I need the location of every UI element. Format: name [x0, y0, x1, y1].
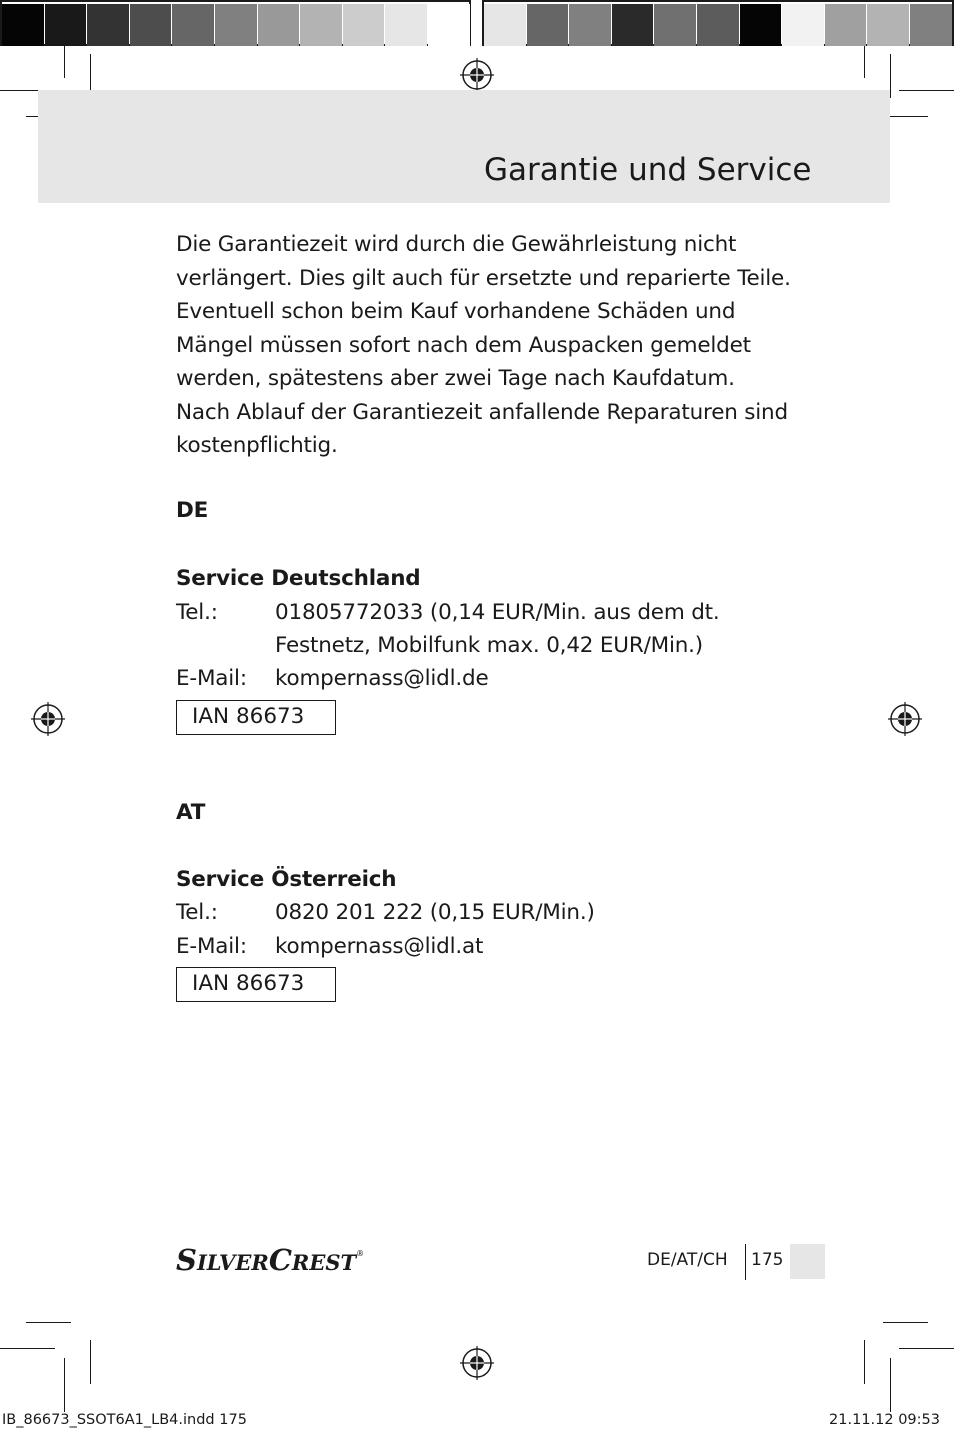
- color-patch: [697, 4, 739, 46]
- email-value-at: kompernass@lidl.at: [275, 934, 484, 959]
- color-bar-left: [0, 0, 471, 46]
- ian-box-at: IAN 86673: [176, 967, 336, 1002]
- print-slug-filename: IB_86673_SSOT6A1_LB4.indd 175: [2, 1412, 247, 1428]
- tel-value-at: 0820 201 222 (0,15 EUR/Min.): [275, 900, 595, 925]
- intro-paragraph: Die Garantiezeit wird durch die Gewährleistung nicht verlängert. Dies gilt auch für ersetzte und reparierte Teile. Eventuell schon beim Kauf vorhandene Schäden und Mängel müssen sofort nach dem Auspacken gemeldet werden, spätestens aber zwei Tage nach Kaufdatum. Nach Ablauf der Garantiezeit anfallende Reparaturen sind kostenpflichtig.: [176, 232, 791, 458]
- footer-divider: [745, 1244, 746, 1280]
- service-heading-at: Service Österreich: [176, 867, 397, 892]
- email-value-de: kompernass@lidl.de: [275, 666, 489, 691]
- color-patch: [782, 4, 824, 46]
- color-patch: [527, 4, 569, 46]
- color-patch: [654, 4, 696, 46]
- color-patch: [258, 4, 300, 46]
- color-patch: [343, 4, 385, 46]
- color-patch: [825, 4, 867, 46]
- country-code-de: DE: [176, 498, 209, 523]
- tel-label-at: Tel.:: [176, 900, 218, 925]
- service-heading-de: Service Deutschland: [176, 566, 421, 591]
- ian-box-de: IAN 86673: [176, 700, 336, 735]
- color-patch: [428, 4, 470, 46]
- tel-value-de-line2: Festnetz, Mobilfunk max. 0,42 EUR/Min.): [275, 633, 703, 658]
- color-patch: [740, 4, 782, 46]
- tel-label-de: Tel.:: [176, 600, 218, 625]
- print-slug-datetime: 21.11.12 09:53: [829, 1412, 940, 1428]
- color-patch: [612, 4, 654, 46]
- color-patch: [172, 4, 214, 46]
- page-title: Garantie und Service: [484, 152, 812, 188]
- silvercrest-logo: SILVERCREST®: [176, 1243, 365, 1277]
- color-patch: [87, 4, 129, 46]
- registration-mark-icon: [460, 1346, 494, 1380]
- tel-value-de-line1: 01805772033 (0,14 EUR/Min. aus dem dt.: [275, 600, 720, 625]
- color-patch: [867, 4, 909, 46]
- color-patch: [569, 4, 611, 46]
- color-patch: [130, 4, 172, 46]
- color-bar-right: [482, 0, 954, 46]
- color-patch: [215, 4, 257, 46]
- color-patch: [385, 4, 427, 46]
- color-patch: [2, 4, 44, 46]
- email-label-de: E-Mail:: [176, 666, 247, 691]
- registration-mark-icon: [460, 58, 494, 92]
- footer-language-codes: DE/AT/CH: [647, 1250, 728, 1270]
- page-number: 175: [751, 1250, 784, 1270]
- color-patch: [300, 4, 342, 46]
- printer-color-bar: [0, 0, 954, 46]
- country-code-at: AT: [176, 800, 206, 825]
- color-patch: [484, 4, 526, 46]
- email-label-at: E-Mail:: [176, 934, 247, 959]
- color-patch: [910, 4, 952, 46]
- registration-mark-icon: [31, 702, 65, 736]
- footer-gray-box: [790, 1244, 825, 1279]
- registration-mark-icon: [888, 702, 922, 736]
- color-patch: [45, 4, 87, 46]
